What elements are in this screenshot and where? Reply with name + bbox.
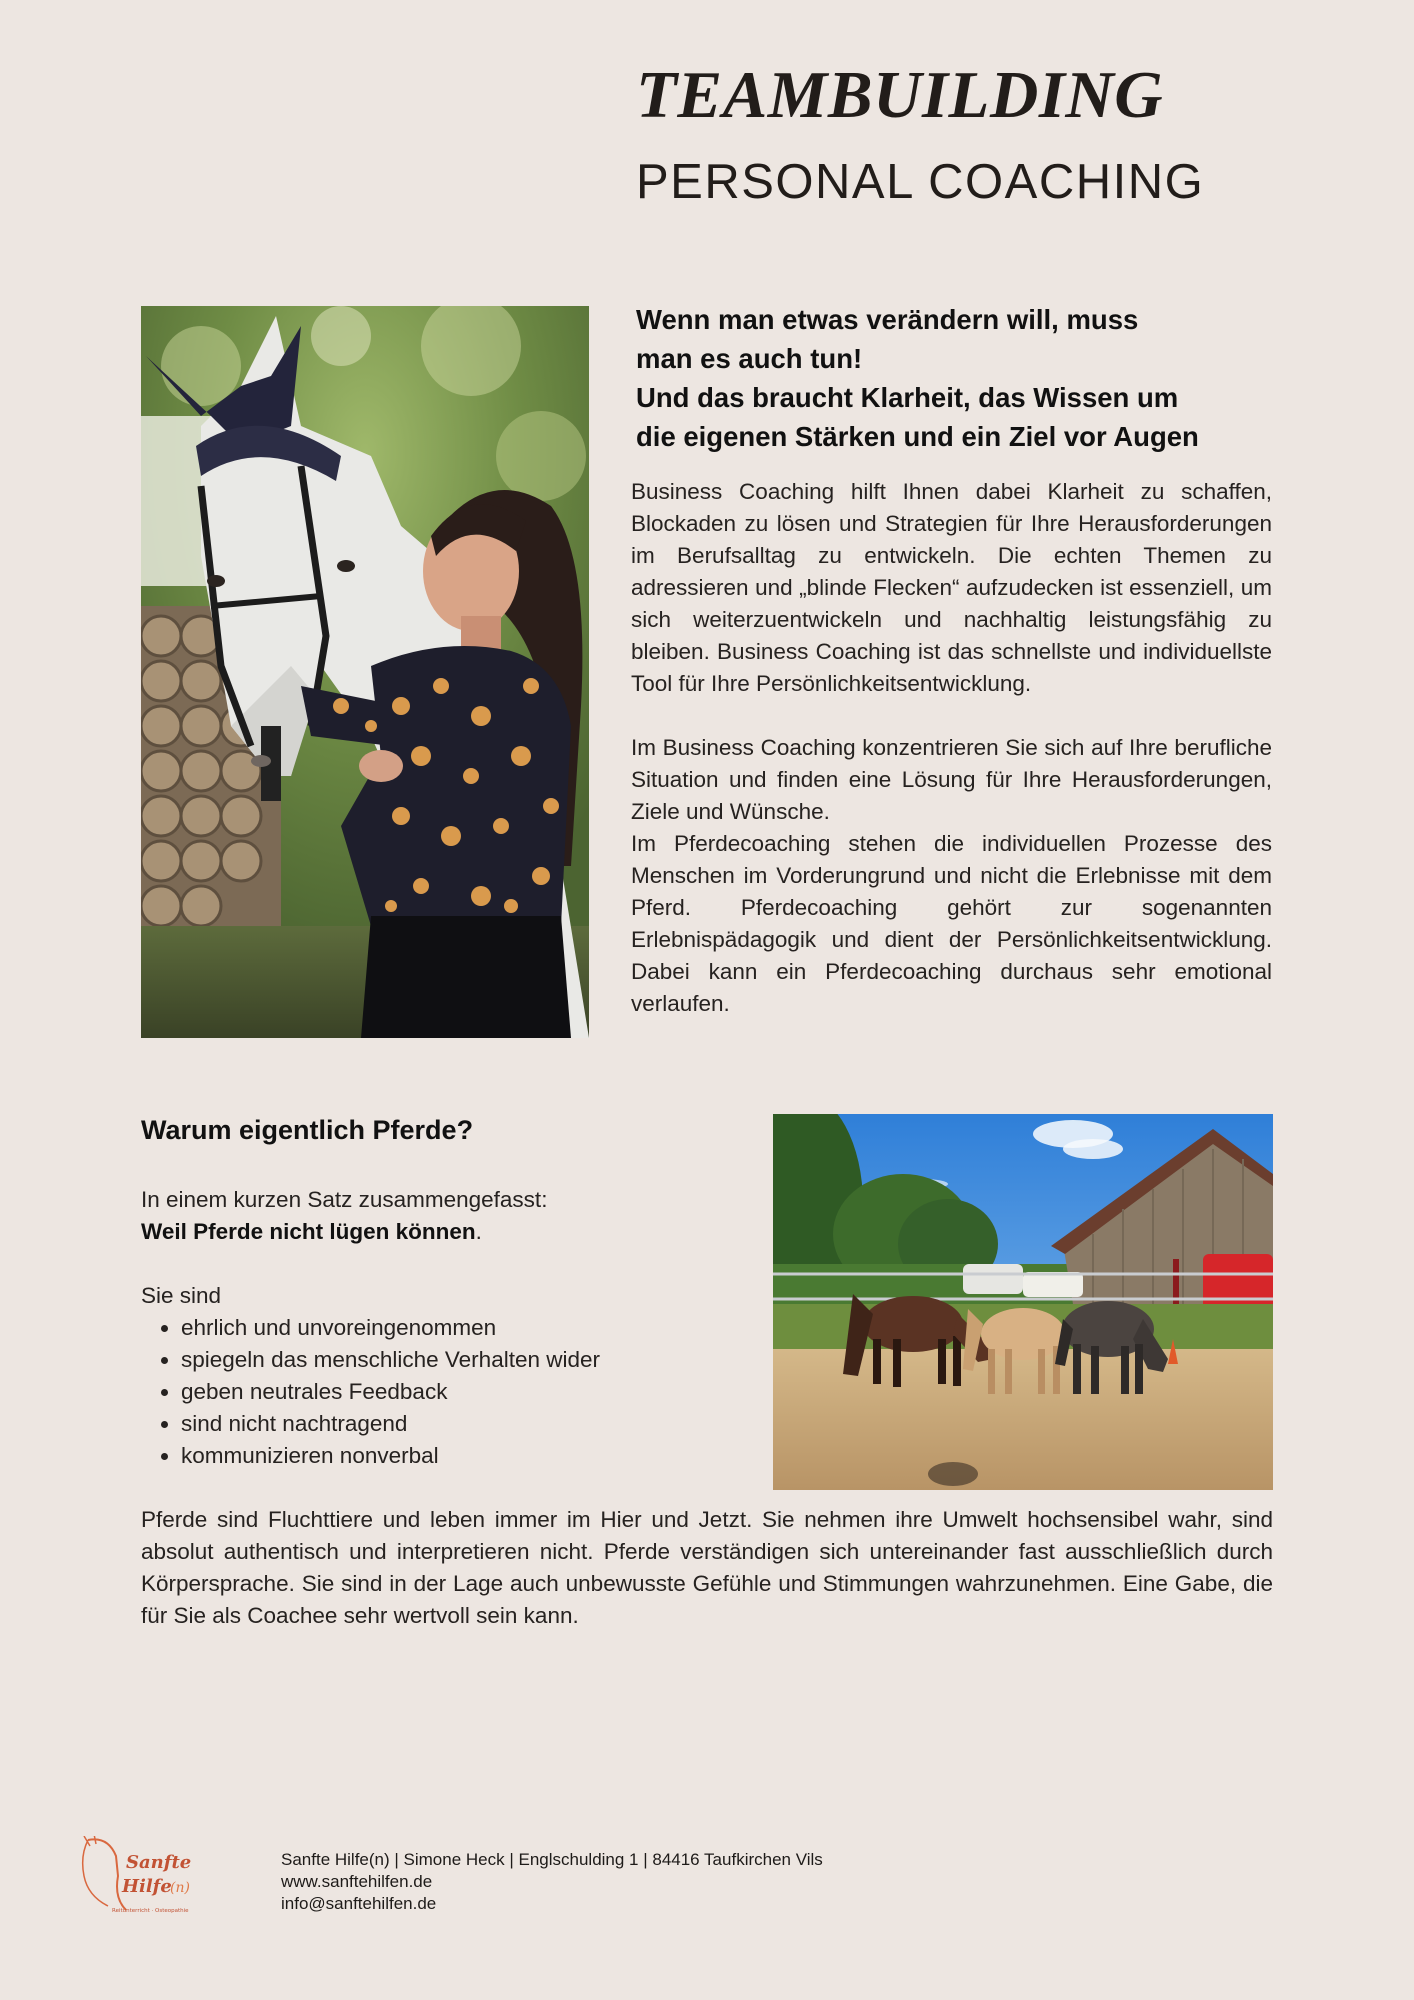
intro-heading <box>636 300 1272 456</box>
reasons-list <box>141 1312 701 1472</box>
list-intro: Sie sind <box>141 1283 222 1308</box>
reasons-block <box>141 1184 701 1472</box>
summary-intro: In einem kurzen Satz zusammengefasst: <box>141 1187 548 1212</box>
summary-end: . <box>475 1219 482 1244</box>
list-item: • kommunizieren nonverbal <box>181 1440 701 1472</box>
logo-line1: Sanfte <box>126 1852 192 1873</box>
intro-paragraph: Business Coaching hilft Ihnen dabei Klarheit zu schaffen, Blockaden zu lösen und Strategien für Ihre Herausforderungen im Berufsalltag zu entwickeln. Die echten Themen zu adressieren und „blinde Flecken“ aufzudecken ist essenziell, um sich weiterzuentwickeln und nachhaltig leistungsfähig zu bleiben. Business Coaching ist das schnellste und individuellste Tool für Ihre Persönlichkeitsentwicklung. <box>631 479 1272 696</box>
photo-horses-paddock <box>773 1114 1273 1490</box>
intro-paragraph: Im Pferdecoaching stehen die individuellen Prozesse des Menschen im Vorderungrund und nicht die Erlebnisse mit dem Pferd. Pferdecoaching gehört zur sogenannten Erlebnispädagogik und dient der Persönlichkeitsentwicklung. Dabei kann ein Pferdecoaching durchaus sehr emotional verlaufen. <box>631 831 1272 1016</box>
intro-heading-line: Und das braucht Klarheit, das Wissen um <box>636 382 1179 413</box>
logo-suffix: (n) <box>170 1880 190 1896</box>
list-item: • ehrlich und unvoreingenommen <box>181 1312 701 1344</box>
page-subtitle: PERSONAL COACHING <box>636 155 1205 209</box>
list-item: • sind nicht nachtragend <box>181 1408 701 1440</box>
list-item: • geben neutrales Feedback <box>181 1376 701 1408</box>
summary-statement <box>141 1216 701 1248</box>
section-heading: Warum eigentlich Pferde? <box>141 1115 474 1145</box>
intro-heading-line: man es auch tun! <box>636 343 863 374</box>
closing-paragraph: Pferde sind Fluchttiere und leben immer im Hier und Jetzt. Sie nehmen ihre Umwelt hochsensibel wahr, sind absolut authentisch und interpretieren nicht. Pferde verständigen sich untereinander fast ausschließlich durch Körpersprache. Sie sind in der Lage auch unbewusste Gefühle und Stimmungen wahrzunehmen. Eine Gabe, die für Sie als Coachee sehr wertvoll sein kann. <box>141 1507 1273 1628</box>
footer-email-link[interactable]: info@sanftehilfen.de <box>281 1894 437 1913</box>
footer-website-link[interactable]: www.sanftehilfen.de <box>281 1872 433 1891</box>
summary-bold: Weil Pferde nicht lügen können <box>141 1219 476 1244</box>
page-title: TEAMBUILDING <box>636 58 1164 132</box>
intro-heading-line: die eigenen Stärken und ein Ziel vor Augen <box>636 421 1199 452</box>
footer-address: Sanfte Hilfe(n) | Simone Heck | Englschulding 1 | 84416 Taufkirchen Vils <box>281 1850 823 1869</box>
list-item: • spiegeln das menschliche Verhalten wider <box>181 1344 701 1376</box>
brand-logo <box>78 1836 208 1920</box>
photo-woman-with-horse <box>141 306 589 1038</box>
footer-contact <box>281 1849 823 1915</box>
logo-line2: Hilfe <box>122 1876 172 1897</box>
logo-tagline: Reitunterricht · Osteopathie <box>112 1908 189 1914</box>
intro-paragraph: Im Business Coaching konzentrieren Sie sich auf Ihre berufliche Situation und finden eine Lösung für Ihre Herausforderungen, Ziele und Wünsche. <box>631 735 1272 824</box>
intro-body <box>631 476 1272 1020</box>
intro-heading-line: Wenn man etwas verändern will, muss <box>636 304 1139 335</box>
